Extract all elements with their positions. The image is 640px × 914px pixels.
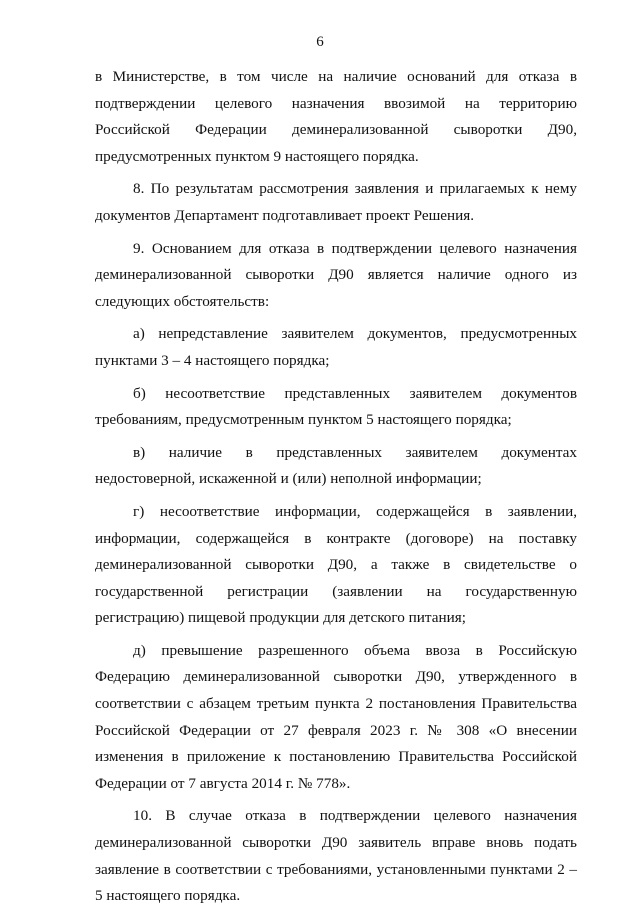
- paragraph-subitem-b: б) несоответствие представленных заявителем документов требованиям, предусмотренным пунктом 5 настоящего порядка;: [95, 384, 577, 429]
- paragraph-subitem-a: а) непредставление заявителем документов, предусмотренных пунктами 3 – 4 настоящего порядка;: [95, 325, 577, 369]
- page-number: 6: [316, 34, 324, 50]
- paragraph-continuation: в Министерстве, в том числе на наличие оснований для отказа в подтверждении целевого назначения ввозимой на территорию Российской Федерации деминерализованной сыворотки Д90, предусмотренных пунктом 9 настоящего порядка.: [95, 68, 577, 165]
- paragraph-subitem-g: г) несоответствие информации, содержащейся в заявлении, информации, содержащейся в контракте (договоре) на поставку деминерализованной сыворотки Д90, а также в свидетельстве о государственной регистрации (заявлении на государственную регистрацию) пищевой продукции для детского питания;: [95, 502, 577, 627]
- document-body: [95, 64, 577, 910]
- paragraph-item-9: 9. Основанием для отказа в подтверждении целевого назначения деминерализованной сыворотки Д90 является наличие одного из следующих обстоятельств:: [95, 239, 577, 310]
- paragraph-subitem-d: д) превышение разрешенного объема ввоза в Российскую Федерацию деминерализованной сыворотки Д90, утвержденного в соответствии с абзацем третьим пункта 2 постановления Правительства Российской Федерации от 27 февраля 2023 г. № 308 «О внесении изменения в приложение к постановлению Правительства Российской Федерации от 7 августа 2014 г. № 778».: [95, 641, 577, 792]
- paragraph-item-8: 8. По результатам рассмотрения заявления и прилагаемых к нему документов Департамент подготавливает проект Решения.: [95, 180, 577, 224]
- paragraph-item-10: 10. В случае отказа в подтверждении целевого назначения деминерализованной сыворотки Д90 заявитель вправе вновь подать заявление в соответствии с требованиями, установленными пунктами 2 – 5 настоящего порядка.: [95, 807, 577, 905]
- paragraph-subitem-v: в) наличие в представленных заявителем документах недостоверной, искаженной и (или) неполной информации;: [95, 443, 577, 488]
